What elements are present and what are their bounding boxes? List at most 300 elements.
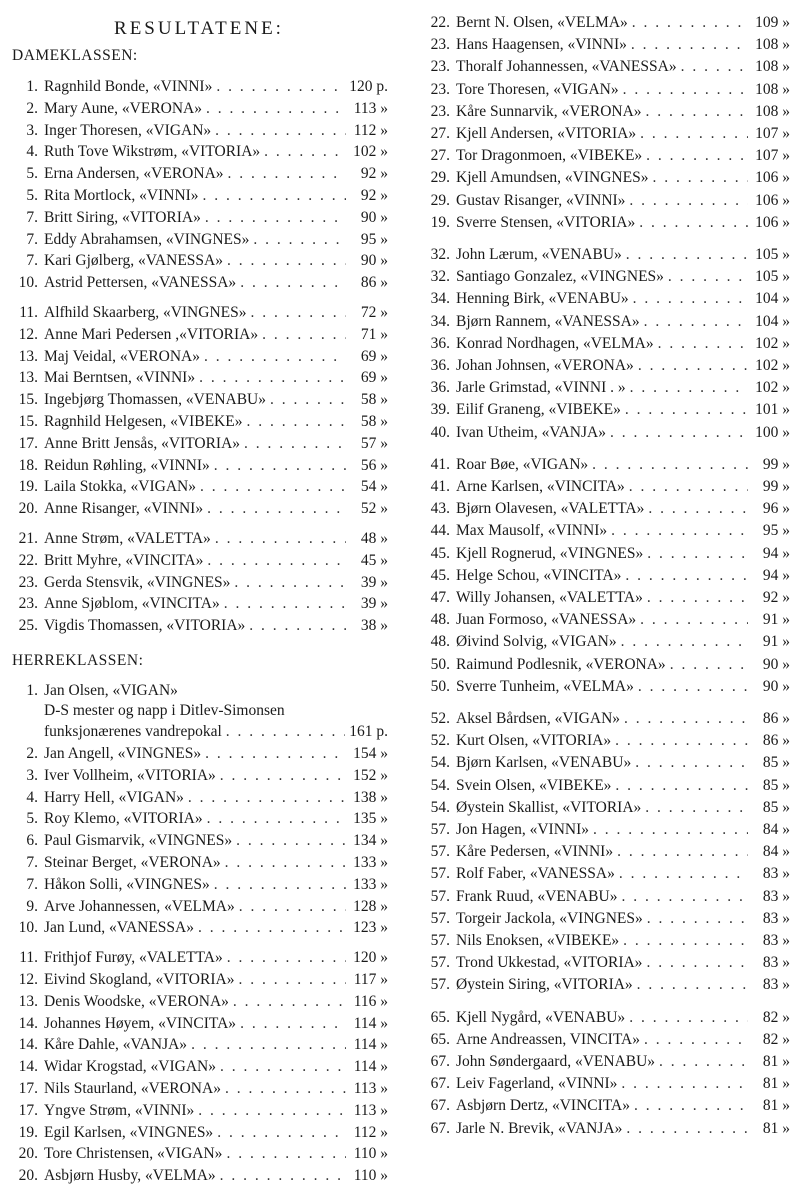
entry-points: 96 » <box>762 500 790 518</box>
leader-dots <box>623 932 748 950</box>
entry-name: Anne Mari Pedersen ,«VITORIA» <box>44 325 259 343</box>
entry-points: 104 » <box>755 290 790 308</box>
entry-name: Jon Hagen, «VINNI» <box>456 821 590 838</box>
leader-dots <box>659 1053 748 1071</box>
entry-points: 108 » <box>755 80 790 98</box>
leader-dots <box>647 589 748 607</box>
result-entry <box>424 932 790 953</box>
leader-dots <box>625 567 748 585</box>
entry-rank: 65. <box>430 1030 450 1048</box>
leader-dots <box>632 14 748 32</box>
entry-name: Helge Schou, «VINCITA» <box>456 566 622 584</box>
result-entry <box>424 81 790 102</box>
result-entry <box>424 678 790 699</box>
entry-rank: 17. <box>18 1080 38 1097</box>
leader-dots <box>238 971 346 989</box>
entry-name: Leiv Fagerland, «VINNI» <box>456 1075 618 1093</box>
result-entry <box>10 369 388 390</box>
entry-name: Alfhild Skaarberg, «VINGNES» <box>44 304 247 321</box>
entry-points: 133 » <box>353 875 388 893</box>
entry-name: Laila Stokka, «VIGAN» <box>44 478 196 496</box>
entry-points: 117 » <box>353 971 388 988</box>
leader-dots <box>648 500 748 518</box>
entry-rank: 67. <box>430 1119 450 1137</box>
entry-points: 92 » <box>762 589 790 606</box>
result-entry <box>424 754 790 775</box>
entry-name: Tor Dragonmoen, «VIBEKE» <box>456 147 643 165</box>
result-entry <box>424 268 790 289</box>
result-entry <box>424 246 790 267</box>
leader-dots <box>629 478 748 496</box>
leader-dots <box>240 274 346 292</box>
leader-dots <box>593 821 748 839</box>
result-entry <box>10 876 388 897</box>
result-entry <box>424 567 790 588</box>
leader-dots <box>621 888 748 906</box>
leader-dots <box>239 898 346 916</box>
result-entry <box>424 424 790 445</box>
result-entry <box>10 304 388 325</box>
result-entry <box>424 799 790 820</box>
entry-name: Øivind Solvig, «VIGAN» <box>456 633 617 651</box>
entry-rank: 19. <box>430 213 450 231</box>
entry-points: 52 » <box>360 500 388 518</box>
entry-rank: 29. <box>430 191 450 209</box>
result-entry <box>424 313 790 334</box>
entry-name: Frank Ruud, «VENABU» <box>456 887 618 905</box>
entry-points: 128 » <box>353 897 388 915</box>
leader-dots <box>621 1075 748 1093</box>
result-entry <box>10 919 388 940</box>
entry-name: Maj Veidal, «VERONA» <box>44 347 200 365</box>
result-entry <box>10 854 388 875</box>
leader-dots <box>216 78 345 96</box>
result-entry <box>10 78 388 99</box>
result-entry <box>10 1145 388 1166</box>
entry-rank: 57. <box>430 954 450 972</box>
entry-rank: 3. <box>26 121 38 139</box>
leader-dots <box>220 767 346 785</box>
result-entry <box>424 656 790 677</box>
entry-rank: 48. <box>430 611 450 629</box>
entry-name: Tore Thoresen, «VIGAN» <box>456 80 619 98</box>
entry-rank: 23. <box>430 102 450 120</box>
result-entry <box>424 1097 790 1118</box>
entry-rank: 7. <box>26 208 38 226</box>
entry-points: 105 » <box>755 246 790 263</box>
leader-dots <box>626 246 748 264</box>
entry-name: Gerda Stensvik, «VINGNES» <box>44 573 231 591</box>
entry-name: Paul Gismarvik, «VINGNES» <box>44 832 233 850</box>
entry-name: Anne Strøm, «VALETTA» <box>44 530 211 547</box>
entry-rank: 52. <box>430 710 450 727</box>
entry-name: Sverre Stensen, «VITORIA» <box>456 213 636 231</box>
entry-points: 120 p. <box>349 78 388 95</box>
result-entry <box>10 767 388 788</box>
entry-points: 104 » <box>755 312 790 330</box>
leader-dots <box>647 545 748 563</box>
entry-rank: 23. <box>430 36 450 54</box>
entry-rank: 34. <box>430 290 450 308</box>
entry-rank: 67. <box>430 1097 450 1115</box>
entry-points: 85 » <box>762 798 790 816</box>
entry-points: 138 » <box>353 788 388 806</box>
entry-points: 81 » <box>762 1119 790 1137</box>
entry-points: 85 » <box>762 754 790 772</box>
result-entry <box>10 1036 388 1057</box>
winner-name: Jan Olsen, «VIGAN» <box>44 682 178 699</box>
entry-points: 83 » <box>762 887 790 905</box>
entry-rank: 5. <box>26 187 38 204</box>
entry-name: Kari Gjølberg, «VANESSA» <box>44 252 223 270</box>
entry-name: Øystein Siring, «VITORIA» <box>456 976 633 994</box>
entry-rank: 34. <box>430 312 450 330</box>
winner-note-line: D-S mester og napp i Ditlev-Simonsen <box>44 702 285 719</box>
result-entry <box>10 1058 388 1079</box>
result-entry <box>10 457 388 478</box>
entry-points: 57 » <box>360 434 388 452</box>
leader-dots <box>207 500 346 518</box>
leader-dots <box>658 335 748 353</box>
entry-name: Sverre Tunheim, «VELMA» <box>456 677 634 695</box>
entry-points: 120 » <box>353 949 388 967</box>
entry-points: 94 » <box>762 566 790 584</box>
entry-points: 54 » <box>360 478 388 496</box>
result-entry <box>10 1124 388 1145</box>
entry-rank: 23. <box>18 595 38 613</box>
entry-points: 99 » <box>762 455 790 473</box>
leader-dots <box>646 954 748 972</box>
entry-name: Reidun Røhling, «VINNI» <box>44 456 210 474</box>
entry-rank: 14. <box>18 1058 38 1076</box>
entry-rank: 15. <box>18 391 38 409</box>
leader-dots <box>207 810 346 828</box>
leader-dots <box>240 1015 346 1033</box>
entry-points: 71 » <box>360 325 388 343</box>
entry-points: 101 » <box>755 401 790 419</box>
entry-points: 134 » <box>353 832 388 850</box>
result-entry <box>10 143 388 164</box>
result-entry <box>10 745 388 766</box>
leader-dots <box>652 169 748 187</box>
entry-rank: 57. <box>430 843 450 861</box>
leader-dots <box>610 424 748 442</box>
leader-dots <box>633 290 748 308</box>
entry-rank: 1. <box>26 78 38 95</box>
entry-rank: 4. <box>26 788 38 806</box>
entry-rank: 14. <box>18 1014 38 1032</box>
entry-rank: 41. <box>430 455 450 473</box>
result-entry <box>10 617 388 638</box>
entry-points: 83 » <box>762 865 790 883</box>
entry-rank: 54. <box>430 798 450 816</box>
result-entry <box>424 125 790 146</box>
entry-rank: 36. <box>430 357 450 374</box>
leader-dots <box>640 125 748 143</box>
entry-rank: 20. <box>18 1167 38 1185</box>
entry-points: 106 » <box>755 191 790 209</box>
entry-name: Kåre Pedersen, «VINNI» <box>456 843 614 861</box>
entry-name: Roy Klemo, «VITORIA» <box>44 810 203 828</box>
result-entry <box>10 165 388 186</box>
entry-rank: 39. <box>430 401 450 419</box>
result-entry <box>424 103 790 124</box>
leader-dots <box>640 611 748 629</box>
result-entry <box>424 147 790 168</box>
winner-points: 161 p. <box>349 723 388 740</box>
entry-rank: 21. <box>18 530 38 547</box>
result-entry <box>10 274 388 295</box>
entry-rank: 57. <box>430 887 450 905</box>
entry-name: Bjørn Olavesen, «VALETTA» <box>456 500 645 518</box>
leader-dots <box>638 678 748 696</box>
entry-name: Kjell Amundsen, «VINGNES» <box>456 169 649 187</box>
leader-dots <box>639 214 748 232</box>
entry-name: Tore Christensen, «VIGAN» <box>44 1145 223 1163</box>
leader-dots <box>626 1120 748 1138</box>
leader-dots <box>635 754 748 772</box>
entry-points: 92 » <box>360 165 388 183</box>
winner-trophy-line <box>10 723 388 744</box>
entry-points: 38 » <box>360 617 388 635</box>
entry-name: Kjell Rognerud, «VINGNES» <box>456 544 644 562</box>
result-entry <box>10 209 388 230</box>
leader-dots <box>644 1031 748 1049</box>
result-entry <box>424 545 790 566</box>
entry-points: 90 » <box>762 655 790 673</box>
entry-name: Widar Krogstad, «VIGAN» <box>44 1058 216 1076</box>
leader-dots <box>631 36 748 54</box>
entry-name: Jarle Grimstad, «VINNI . » <box>456 379 626 397</box>
leader-dots <box>220 1058 346 1076</box>
result-entry <box>424 58 790 79</box>
entry-points: 48 » <box>360 530 388 547</box>
entry-rank: 5. <box>26 165 38 183</box>
entry-rank: 19. <box>18 478 38 496</box>
entry-name: Inger Thoresen, «VIGAN» <box>44 121 212 139</box>
entry-name: Gustav Risanger, «VINNI» <box>456 191 626 209</box>
entry-name: Kurt Olsen, «VITORIA» <box>456 732 612 750</box>
entry-name: Denis Woodske, «VERONA» <box>44 992 229 1010</box>
leader-dots <box>644 313 748 331</box>
leader-dots <box>233 993 346 1011</box>
result-entry <box>424 589 790 610</box>
entry-points: 81 » <box>762 1053 790 1070</box>
leader-dots <box>670 656 748 674</box>
entry-rank: 2. <box>26 99 38 117</box>
entry-name: Jarle N. Brevik, «VANJA» <box>456 1119 623 1137</box>
entry-points: 102 » <box>755 357 790 374</box>
entry-name: Asbjørn Husby, «VELMA» <box>44 1167 216 1185</box>
leader-dots <box>217 1124 346 1142</box>
leader-dots <box>253 231 346 249</box>
entry-points: 113 » <box>353 1101 388 1119</box>
result-entry <box>424 379 790 400</box>
entry-points: 83 » <box>762 932 790 949</box>
entry-rank: 14. <box>18 1036 38 1054</box>
entry-name: Ragnhild Helgesen, «VIBEKE» <box>44 413 243 430</box>
result-entry <box>10 530 388 551</box>
entry-name: Kåre Dahle, «VANJA» <box>44 1036 188 1054</box>
result-entry <box>424 821 790 842</box>
entry-rank: 23. <box>430 80 450 98</box>
entry-points: 110 » <box>353 1167 388 1185</box>
result-entry <box>10 552 388 573</box>
leader-dots <box>646 103 748 121</box>
entry-points: 112 » <box>353 121 388 139</box>
entry-name: Jan Lund, «VANESSA» <box>44 919 194 937</box>
leader-dots <box>225 1080 346 1098</box>
entry-points: 90 » <box>360 252 388 270</box>
result-entry <box>10 478 388 499</box>
leader-dots <box>270 391 346 409</box>
leader-dots <box>630 379 748 397</box>
entry-points: 116 » <box>353 992 388 1010</box>
result-entry <box>424 1031 790 1052</box>
winner-entry <box>10 682 388 703</box>
result-entry <box>424 456 790 477</box>
leader-dots <box>244 435 346 453</box>
entry-name: Nils Enoksen, «VIBEKE» <box>456 932 620 949</box>
result-entry <box>424 357 790 378</box>
entry-points: 91 » <box>762 633 790 651</box>
result-entry <box>10 435 388 456</box>
entry-points: 92 » <box>360 187 388 204</box>
entry-name: Aksel Bårdsen, «VIGAN» <box>456 710 621 727</box>
entry-rank: 7. <box>26 230 38 248</box>
entry-rank: 57. <box>430 821 450 838</box>
leader-dots <box>615 777 748 795</box>
result-entry <box>424 1053 790 1074</box>
leader-dots <box>615 732 748 750</box>
leader-dots <box>629 192 748 210</box>
entry-rank: 4. <box>26 143 38 161</box>
winner-trophy-text: funksjonærenes vandrepokal <box>44 723 222 740</box>
entry-name: Mary Aune, «VERONA» <box>44 99 202 117</box>
entry-name: Steinar Berget, «VERONA» <box>44 854 221 871</box>
result-entry <box>424 865 790 886</box>
entry-points: 100 » <box>755 423 790 441</box>
entry-rank: 47. <box>430 589 450 606</box>
entry-name: Max Mausolf, «VINNI» <box>456 522 608 540</box>
leader-dots <box>205 745 346 763</box>
entry-rank: 18. <box>18 456 38 474</box>
winner-rank: 1. <box>26 682 38 699</box>
entry-name: Astrid Pettersen, «VANESSA» <box>44 274 237 292</box>
entry-rank: 57. <box>430 909 450 927</box>
leader-dots <box>215 122 346 140</box>
leader-dots <box>625 401 748 419</box>
entry-name: Britt Siring, «VITORIA» <box>44 208 201 226</box>
leader-dots <box>645 799 748 817</box>
leader-dots <box>611 522 748 540</box>
entry-points: 94 » <box>762 544 790 562</box>
entry-name: Ragnhild Bonde, «VINNI» <box>44 78 213 95</box>
entry-name: Iver Vollheim, «VITORIA» <box>44 766 216 784</box>
entry-points: 83 » <box>762 976 790 994</box>
entry-name: Mai Berntsen, «VINNI» <box>44 369 196 387</box>
entry-rank: 7. <box>26 875 38 893</box>
entry-points: 112 » <box>353 1123 388 1141</box>
result-entry <box>424 14 790 35</box>
leader-dots <box>619 865 748 883</box>
entry-rank: 57. <box>430 976 450 994</box>
leader-dots <box>592 456 748 474</box>
entry-name: Kjell Nygård, «VENABU» <box>456 1008 626 1026</box>
entry-points: 90 » <box>762 677 790 695</box>
entry-rank: 48. <box>430 633 450 651</box>
entry-points: 81 » <box>762 1075 790 1093</box>
entry-name: Nils Staurland, «VERONA» <box>44 1080 221 1097</box>
leader-dots <box>264 143 346 161</box>
entry-points: 107 » <box>755 147 790 165</box>
result-entry <box>424 633 790 654</box>
entry-rank: 7. <box>26 854 38 871</box>
entry-name: Bjørn Rannem, «VANESSA» <box>456 312 640 330</box>
result-entry <box>10 187 388 208</box>
entry-points: 83 » <box>762 954 790 972</box>
leader-dots <box>262 326 346 344</box>
leader-dots <box>198 919 346 937</box>
result-entry <box>424 214 790 235</box>
result-entry <box>424 732 790 753</box>
entry-name: Torgeir Jackola, «VINGNES» <box>456 909 643 927</box>
result-entry <box>10 898 388 919</box>
entry-rank: 45. <box>430 544 450 562</box>
entry-rank: 52. <box>430 732 450 750</box>
entry-points: 45 » <box>360 551 388 569</box>
entry-name: Jan Angell, «VINGNES» <box>44 745 202 762</box>
leader-dots <box>227 949 346 967</box>
entry-points: 114 » <box>353 1014 388 1032</box>
leader-dots <box>214 457 346 475</box>
leader-dots <box>637 976 748 994</box>
leader-dots <box>226 1145 346 1163</box>
entry-rank: 25. <box>18 617 38 635</box>
entry-name: Yngve Strøm, «VINNI» <box>44 1101 195 1119</box>
page-title: RESULTATENE: <box>114 18 284 39</box>
entry-name: Vigdis Thomassen, «VITORIA» <box>44 617 246 635</box>
entry-points: 56 » <box>360 456 388 474</box>
entry-rank: 11. <box>19 949 38 967</box>
entry-rank: 20. <box>18 500 38 518</box>
entry-points: 82 » <box>762 1030 790 1048</box>
entry-rank: 17. <box>18 434 38 452</box>
entry-points: 58 » <box>360 391 388 409</box>
entry-rank: 5. <box>26 810 38 828</box>
entry-name: Håkon Solli, «VINGNES» <box>44 875 210 893</box>
entry-rank: 41. <box>430 478 450 495</box>
leader-dots <box>234 574 346 592</box>
leader-dots <box>634 1097 748 1115</box>
entry-name: Eivind Skogland, «VITORIA» <box>44 971 235 988</box>
entry-points: 39 » <box>360 595 388 613</box>
leader-dots <box>203 187 346 205</box>
entry-rank: 27. <box>430 147 450 165</box>
entry-rank: 67. <box>430 1053 450 1070</box>
leader-dots <box>227 252 346 270</box>
entry-points: 69 » <box>360 369 388 387</box>
entry-rank: 19. <box>18 1123 38 1141</box>
entry-name: Ivan Utheim, «VANJA» <box>456 423 606 441</box>
result-entry <box>424 290 790 311</box>
entry-points: 109 » <box>755 14 790 31</box>
entry-rank: 27. <box>430 125 450 142</box>
leader-dots <box>207 552 346 570</box>
result-entry <box>424 1120 790 1141</box>
result-entry <box>424 169 790 190</box>
entry-name: Bjørn Karlsen, «VENABU» <box>456 754 632 772</box>
